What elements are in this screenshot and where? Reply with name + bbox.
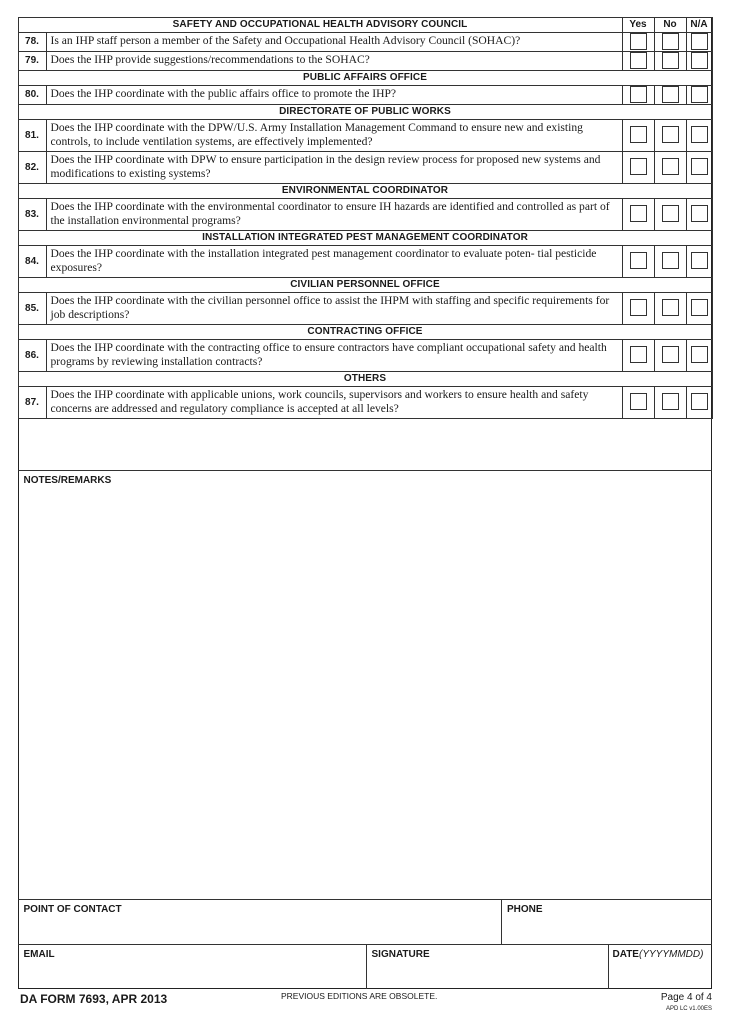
question-row [18, 51, 712, 70]
section-header-row [18, 230, 712, 245]
question-number: 79. [18, 51, 46, 70]
na-checkbox[interactable] [691, 33, 708, 50]
no-checkbox[interactable] [662, 346, 679, 363]
question-number: 87. [18, 386, 46, 418]
na-checkbox[interactable] [691, 393, 708, 410]
column-header-no: No [654, 17, 686, 32]
question-row [18, 119, 712, 151]
notes-remarks-label: NOTES/REMARKS [23, 475, 112, 486]
question-text: Does the IHP coordinate with the civilian personnel office to assist the IHPM with staffing and specific requirements for job descriptions? [46, 292, 622, 324]
question-number: 81. [18, 119, 46, 151]
phone-field[interactable] [501, 899, 712, 945]
yes-checkbox[interactable] [630, 252, 647, 269]
answer-cell-no [654, 386, 686, 418]
no-checkbox[interactable] [662, 299, 679, 316]
question-row [18, 198, 712, 230]
na-checkbox[interactable] [691, 158, 708, 175]
checklist-table [18, 17, 713, 419]
question-number: 78. [18, 32, 46, 51]
question-text: Does the IHP coordinate with DPW to ensure participation in the design review process for proposed new systems and modifications to existing systems? [46, 151, 622, 183]
na-checkbox[interactable] [691, 299, 708, 316]
answer-cell-no [654, 339, 686, 371]
point-of-contact-field[interactable] [18, 899, 502, 945]
date-format-hint: (YYYYMMDD) [638, 949, 704, 960]
section-title: CIVILIAN PERSONNEL OFFICE [18, 277, 712, 292]
answer-cell-no [654, 151, 686, 183]
section-title: CONTRACTING OFFICE [18, 324, 712, 339]
na-checkbox[interactable] [691, 52, 708, 69]
question-text: Does the IHP coordinate with the public affairs office to promote the IHP? [46, 85, 622, 104]
answer-cell-yes [622, 198, 654, 230]
answer-cell-na [686, 339, 712, 371]
question-text: Does the IHP coordinate with the DPW/U.S. Army Installation Management Command to ensure new and existing controls, to include ventilation systems, are effectively implemented? [46, 119, 622, 151]
notes-remarks-field[interactable] [18, 470, 712, 900]
na-checkbox[interactable] [691, 205, 708, 222]
section-title: PUBLIC AFFAIRS OFFICE [18, 70, 712, 85]
no-checkbox[interactable] [662, 33, 679, 50]
answer-cell-na [686, 198, 712, 230]
answer-cell-no [654, 245, 686, 277]
form-identifier: DA FORM 7693, APR 2013 [20, 992, 168, 1006]
question-number: 84. [18, 245, 46, 277]
yes-checkbox[interactable] [630, 205, 647, 222]
answer-cell-yes [622, 51, 654, 70]
answer-cell-no [654, 198, 686, 230]
yes-checkbox[interactable] [630, 86, 647, 103]
answer-cell-na [686, 386, 712, 418]
date-label-text: DATE [612, 949, 639, 960]
answer-cell-yes [622, 32, 654, 51]
answer-cell-yes [622, 85, 654, 104]
section-header-row [18, 17, 712, 32]
no-checkbox[interactable] [662, 52, 679, 69]
section-header-row [18, 104, 712, 119]
na-checkbox[interactable] [691, 126, 708, 143]
section-title: INSTALLATION INTEGRATED PEST MANAGEMENT COORDINATOR [18, 230, 712, 245]
answer-cell-na [686, 151, 712, 183]
answer-cell-yes [622, 339, 654, 371]
no-checkbox[interactable] [662, 252, 679, 269]
question-row [18, 339, 712, 371]
email-label: EMAIL [23, 949, 55, 960]
yes-checkbox[interactable] [630, 158, 647, 175]
answer-cell-na [686, 85, 712, 104]
section-title: DIRECTORATE OF PUBLIC WORKS [18, 104, 712, 119]
yes-checkbox[interactable] [630, 33, 647, 50]
signature-field[interactable] [366, 944, 609, 989]
answer-cell-na [686, 119, 712, 151]
question-text: Does the IHP coordinate with the installation integrated pest management coordinator to evaluate poten- tial pesticide exposures? [46, 245, 622, 277]
yes-checkbox[interactable] [630, 52, 647, 69]
section-header-row [18, 70, 712, 85]
email-field[interactable] [18, 944, 367, 989]
answer-cell-na [686, 51, 712, 70]
answer-cell-no [654, 292, 686, 324]
question-text: Does the IHP provide suggestions/recommendations to the SOHAC? [46, 51, 622, 70]
question-number: 86. [18, 339, 46, 371]
section-header-row [18, 277, 712, 292]
yes-checkbox[interactable] [630, 299, 647, 316]
answer-cell-yes [622, 151, 654, 183]
answer-cell-na [686, 292, 712, 324]
question-row [18, 32, 712, 51]
question-row [18, 245, 712, 277]
na-checkbox[interactable] [691, 252, 708, 269]
form-version: APD LC v1.00ES [665, 1006, 712, 1012]
answer-cell-no [654, 119, 686, 151]
answer-cell-yes [622, 119, 654, 151]
question-number: 80. [18, 85, 46, 104]
no-checkbox[interactable] [662, 126, 679, 143]
question-number: 85. [18, 292, 46, 324]
question-text: Does the IHP coordinate with the contracting office to ensure contractors have compliant occupational safety and health programs by reviewing installation contracts? [46, 339, 622, 371]
na-checkbox[interactable] [691, 86, 708, 103]
answer-cell-na [686, 245, 712, 277]
obsolete-notice: PREVIOUS EDITIONS ARE OBSOLETE. [281, 991, 438, 1001]
question-row [18, 386, 712, 418]
column-header-na: N/A [686, 17, 712, 32]
section-title: OTHERS [18, 371, 712, 386]
no-checkbox[interactable] [662, 86, 679, 103]
section-title: SAFETY AND OCCUPATIONAL HEALTH ADVISORY COUNCIL [18, 17, 622, 32]
question-text: Does the IHP coordinate with the environmental coordinator to ensure IH hazards are identified and controlled as part of the installation environmental programs? [46, 198, 622, 230]
question-text: Is an IHP staff person a member of the Safety and Occupational Health Advisory Council (SOHAC)? [46, 32, 622, 51]
section-header-row [18, 324, 712, 339]
question-row [18, 292, 712, 324]
answer-cell-na [686, 32, 712, 51]
answer-cell-yes [622, 292, 654, 324]
answer-cell-yes [622, 386, 654, 418]
section-title: ENVIRONMENTAL COORDINATOR [18, 183, 712, 198]
section-header-row [18, 371, 712, 386]
question-row [18, 151, 712, 183]
na-checkbox[interactable] [691, 346, 708, 363]
answer-cell-yes [622, 245, 654, 277]
question-number: 82. [18, 151, 46, 183]
point-of-contact-label: POINT OF CONTACT [23, 904, 122, 915]
no-checkbox[interactable] [662, 393, 679, 410]
page-number: Page 4 of 4 [660, 992, 712, 1003]
yes-checkbox[interactable] [630, 346, 647, 363]
answer-cell-no [654, 51, 686, 70]
date-field[interactable] [608, 944, 712, 989]
answer-cell-no [654, 32, 686, 51]
checklist-form [18, 17, 712, 989]
column-header-yes: Yes [622, 17, 654, 32]
answer-cell-no [654, 85, 686, 104]
question-text: Does the IHP coordinate with applicable unions, work councils, supervisors and workers to ensure health and safety concerns are addressed and regulatory compliance is accepted at all levels? [46, 386, 622, 418]
yes-checkbox[interactable] [630, 393, 647, 410]
date-label [613, 949, 704, 960]
section-header-row [18, 183, 712, 198]
question-row [18, 85, 712, 104]
signature-label: SIGNATURE [371, 949, 430, 960]
yes-checkbox[interactable] [630, 126, 647, 143]
no-checkbox[interactable] [662, 158, 679, 175]
question-number: 83. [18, 198, 46, 230]
phone-label: PHONE [507, 904, 543, 915]
no-checkbox[interactable] [662, 205, 679, 222]
